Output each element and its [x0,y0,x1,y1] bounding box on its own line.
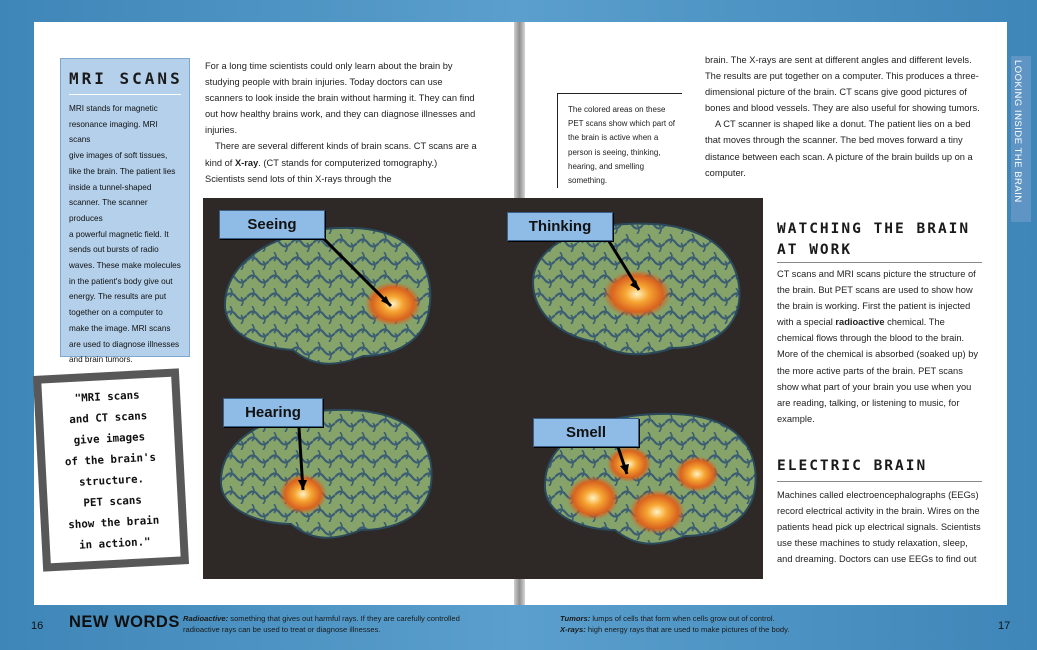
watching-text [777,266,982,427]
pet-caption: The colored areas on these PET scans show which part of the brain is active when a person is seeing, thinking, hearing, and smelling something. [568,105,676,186]
mri-line: together on a computer to [69,308,163,318]
right-body-text [705,52,981,181]
new-words-heading: NEW WORDS [69,613,180,631]
ct-continued-paragraph: brain. The X-rays are sent at different angles and different levels. The results are put together on a computer. This produces a three-dimensional picture of the brain. CT scans give good pictures of bones and blood vessels. They are also useful for showing tumors. [705,55,980,114]
glossary-term: Radioactive: [183,614,229,623]
mri-line: scanner. The scanner produces [69,198,148,223]
brain-hearing [221,410,432,538]
mri-line: MRI stands for magnetic [69,104,158,113]
radioactive-term: radioactive [835,317,885,328]
quote-line: and CT scans [68,409,148,427]
glossary-definition: lumps of cells that form when cells grow out of control. [590,614,775,623]
electric-paragraph: Machines called electroencephalographs (EEGs) record electrical activity in the brain. Wires on the patients head pick up electrical signals. Scientists use these machines to study relaxation, sleep, and dreaming. Doctors can use EEGs to find out [777,490,981,565]
ct-text-start: There are several different kinds of brain scans. CT scans are a kind of [205,141,477,168]
mri-scans-box [60,58,190,365]
label-smell: Smell [533,418,639,447]
quote-line: "MRI scans [74,388,140,405]
mri-line: like the brain. The patient lies [69,166,176,176]
page-number-right: 17 [998,620,1011,632]
mri-line: make the image. MRI scans [69,323,171,333]
quote-line: give images [73,430,146,447]
mri-scans-text [69,101,181,368]
mri-line: inside a tunnel-shaped [69,182,152,192]
pet-scans-illustration [203,198,763,579]
mri-line: sends out bursts of radio [69,245,159,255]
electric-heading: ELECTRIC BRAIN [777,458,928,474]
mri-line: in the patient's body give out [69,276,173,286]
quote-line: PET scans [83,493,143,510]
glossary-definition: high energy rays that are used to make pictures of the body. [585,625,790,634]
pet-scans-photo [203,198,763,579]
brain-thinking [533,224,739,355]
watching-text-end: chemical. The chemical flows through the blood to the brain. More of the chemical is absorbed (soaked up) by the more active parts of the brain. PET scans show what part of your brain you use when you are reading, talking, or listening to music, for example. [777,317,979,424]
mri-line: are used to diagnose illnesses [69,339,180,349]
mri-line: a powerful magnetic field. It [69,229,169,239]
heading-rule [777,481,982,482]
glossary-term: X-rays: [560,625,586,634]
quote-line: show the brain [67,513,160,532]
pet-caption-box [557,93,682,188]
mri-line: and brain tumors. [69,355,133,365]
glossary-term: Tumors: [560,614,591,623]
quote-card [41,377,180,564]
glossary-definition: something that gives out harmful rays. If they are carefully controlled [228,614,460,623]
quote-line: of the brain's [64,450,157,469]
x-ray-term: X-ray [234,157,259,168]
ct-paragraph [205,138,477,186]
mri-line: give images of soft tissues, [69,151,168,161]
glossary-definition: radioactive rays can be used to treat or diagnose illnesses. [183,625,381,634]
title-rule [69,94,181,95]
quote-line: in action." [78,535,151,552]
label-seeing: Seeing [219,210,325,239]
mri-line: energy. The results are put [69,292,167,302]
brain-seeing [225,228,430,364]
mri-scans-title: MRI SCANS [69,69,183,88]
watching-heading-line: AT WORK [777,242,853,258]
quote-text [61,384,161,557]
ct-scanner-paragraph: A CT scanner is shaped like a donut. The patient lies on a bed that moves through the scanner. The bed moves forward a tiny distance between each scan. A picture of the brain builds up on a computer. [705,119,973,178]
page-number-left: 16 [31,620,44,632]
watching-heading-line: WATCHING THE BRAIN [777,221,971,237]
watching-paragraph [777,266,982,427]
watching-text-start: CT scans and MRI scans picture the structure of the brain. But PET scans are used to show how the brain is working. First the patient is injected with a special [777,269,976,328]
intro-paragraph: For a long time scientists could only learn about the brain by studying people with brain injuries. Today doctors can use scanners to look inside the brain without harming it. They can find out how healthy brains work, and they can diagnose illnesses and injuries. [205,61,476,136]
chapter-tab-label: LOOKING INSIDE THE BRAIN [1012,60,1023,203]
glossary-radioactive [183,613,513,635]
ct-text-end: . (CT stands for computerized tomography.) Scientists send lots of thin X-rays through the [205,157,438,184]
quote-line: structure. [78,472,145,489]
left-body-text [205,58,477,187]
watching-heading [777,219,970,261]
mri-line: resonance imaging. MRI scans [69,119,158,145]
label-thinking: Thinking [507,212,613,241]
heading-rule [777,262,982,263]
quote-frame [33,368,189,571]
mri-line: waves. These make molecules [69,261,181,271]
label-hearing: Hearing [223,398,323,427]
chapter-side-tab [1011,56,1031,222]
electric-text [777,487,982,567]
glossary-tumors-xrays [560,613,990,635]
